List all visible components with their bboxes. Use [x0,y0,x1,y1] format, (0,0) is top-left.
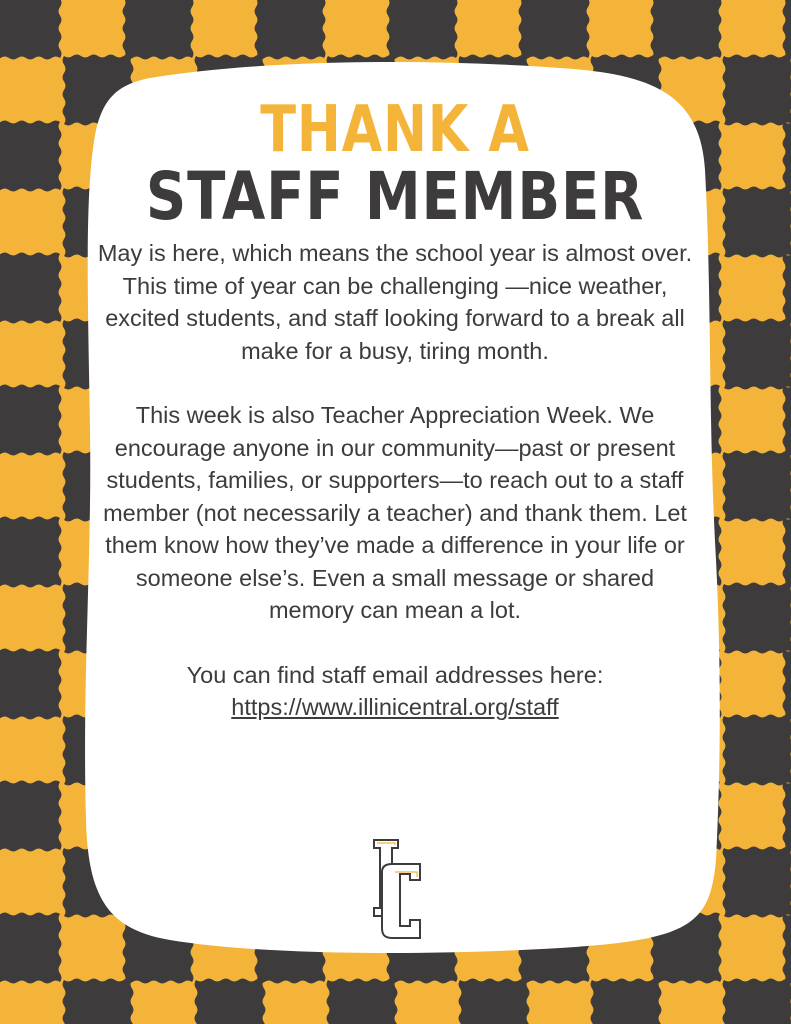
flyer-content [95,95,695,723]
title-line-2: STAFF MEMBER [145,158,645,235]
staff-link[interactable]: https://www.illinicentral.org/staff [231,694,559,720]
ic-monogram-logo-icon [370,838,422,940]
paragraph-email-note: You can find staff email addresses here: [186,661,604,688]
title-line-1: THANK A [260,93,530,167]
paragraph-appreciation: This week is also Teacher Appreciation Week. We encourage anyone in our community—past or present students, families, or supporters—to reach out to a staff member (not necessarily a teacher) and thank them. Let them know how they’ve made a difference in your life or someone else’s. Even a small message or shared memory can mean a lot. [103,402,687,623]
paragraph-intro: May is here, which means the school year is almost over. This time of year can be challenging —nice weather, excited students, and staff looking forward to a break all make for a busy, tiring month. [97,240,693,364]
